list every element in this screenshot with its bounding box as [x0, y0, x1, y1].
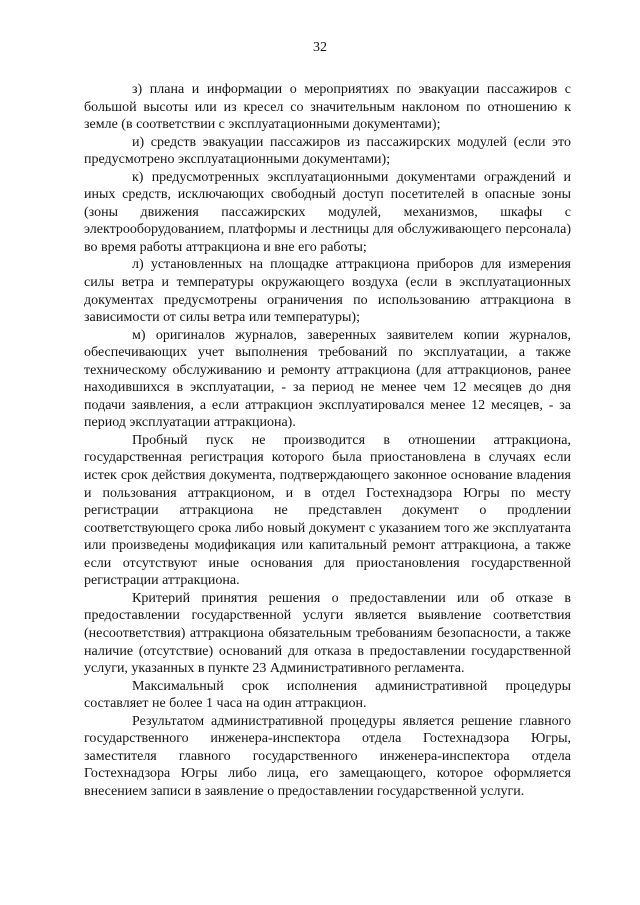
- paragraph-item-z: з) плана и информации о мероприятиях по эвакуации пассажиров с большой высоты или из кресел со значительным наклоном по отношению к земле (в соответствии с эксплуатационными документами);: [84, 82, 571, 133]
- paragraph-item-l: л) установленных на площадке аттракциона приборов для измерения силы ветра и температуры окружающего воздуха (если в эксплуатационных документах предусмотрены ограничения по использованию аттракциона в зависимости от силы ветра или температуры);: [84, 257, 571, 326]
- paragraph-item-i: и) средств эвакуации пассажиров из пассажирских модулей (если это предусмотрено эксплуатационными документами);: [84, 134, 571, 168]
- paragraph-max-duration: Максимальный срок исполнения административной процедуры составляет не более 1 часа на один аттракцион.: [84, 678, 571, 712]
- paragraph-decision-criterion: Критерий принятия решения о предоставлении или об отказе в предоставлении государственной услуги является выявление соответствия (несоответствия) аттракциона обязательным требованиям безопасности, а также наличие (отсутствие) оснований для отказа в предоставлении государственной услуги, указанных в пункте 23 Административного регламента.: [84, 590, 571, 677]
- paragraph-item-m: м) оригиналов журналов, заверенных заявителем копии журналов, обеспечивающих учет выполнения требований по эксплуатации, а также техническому обслуживанию и ремонту аттракциона (для аттракционов, ранее находившихся в эксплуатации, - за период не менее чем 12 месяцев до дня подачи заявления, а если аттракцион эксплуатировался менее 12 месяцев, - за период эксплуатации аттракциона).: [84, 327, 571, 431]
- body-text: [84, 81, 571, 800]
- paragraph-trial-run: Пробный пуск не производится в отношении аттракциона, государственная регистрация которого была приостановлена в случаях если истек срок действия документа, подтверждающего законное основание владения и пользования аттракционом, и в отдел Гостехнадзора Югры по месту регистрации аттракциона не представлен документ о продлении соответствующего срока либо новый документ с указанием того же эксплуатанта или произведены модификация или капитальный ремонт аттракциона, а также если отсутствуют иные основания для приостановления государственной регистрации аттракциона.: [84, 432, 571, 589]
- page-number: 32: [313, 40, 327, 55]
- paragraph-result: Результатом административной процедуры является решение главного государственного инженера-инспектора отдела Гостехнадзора Югры, заместителя главного государственного инженера-инспектора отдела Гостехнадзора Югры либо лица, его замещающего, которое оформляется внесением записи в заявление о предоставлении государственной услуги.: [84, 713, 571, 799]
- paragraph-item-k: к) предусмотренных эксплуатационными документами ограждений и иных средств, исключающих свободный доступ посетителей в опасные зоны (зоны движения пассажирских модулей, механизмов, шкафы с электрооборудованием, платформы и лестницы для обслуживающего персонала) во время работы аттракциона и вне его работы;: [84, 169, 571, 255]
